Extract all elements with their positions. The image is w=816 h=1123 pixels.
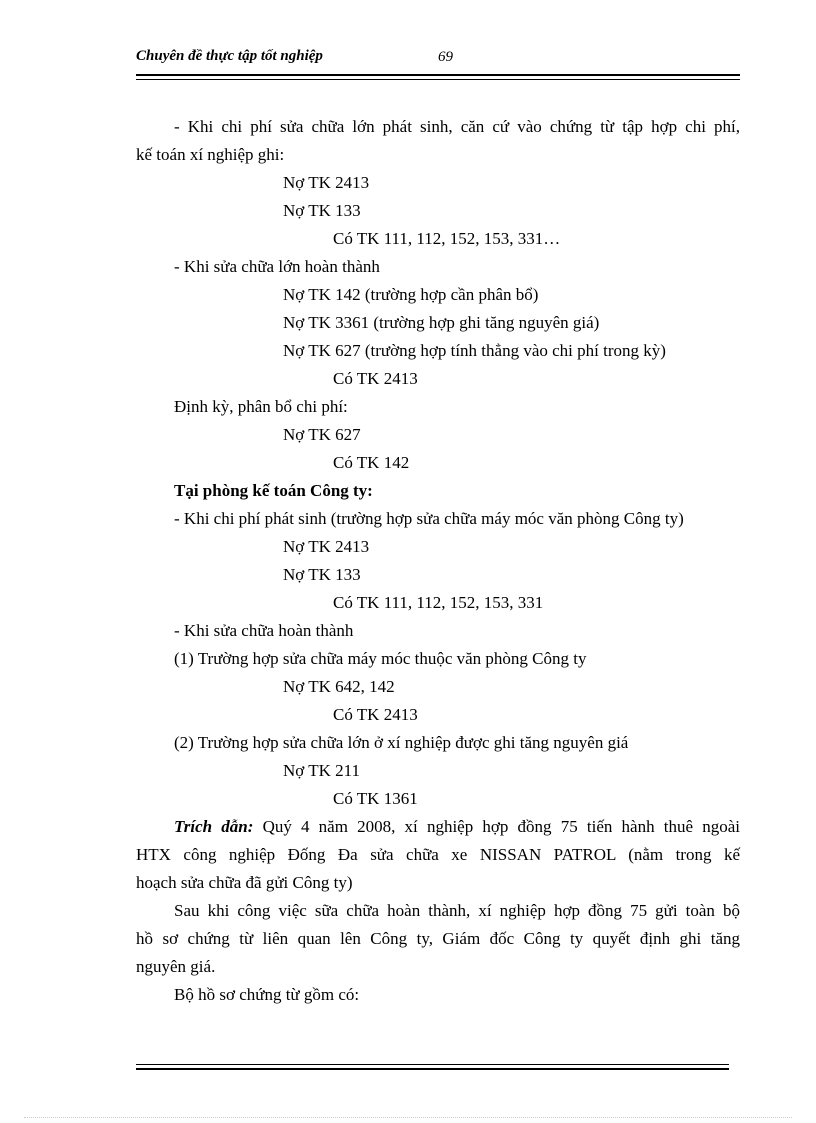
header-rule-thin (136, 79, 740, 80)
journal-entry-debit: Nợ TK 642, 142 (283, 677, 395, 696)
page-header (136, 48, 740, 72)
footer-rule-thick (136, 1068, 729, 1070)
journal-entry-debit: Nợ TK 133 (283, 201, 361, 220)
journal-entry-credit: Có TK 111, 112, 152, 153, 331… (333, 229, 561, 248)
citation-line (174, 817, 740, 837)
journal-entry-debit: Nợ TK 2413 (283, 173, 370, 192)
journal-entry-debit: Nợ TK 627 (283, 425, 361, 444)
header-title: Chuyên đề thực tập tốt nghiệp (136, 48, 323, 64)
paragraph-line: kế toán xí nghiệp ghi: (136, 145, 285, 164)
paragraph-line: (2) Trường hợp sửa chữa lớn ở xí nghiệp được ghi tăng nguyên giá (174, 733, 629, 752)
header-rule-thick (136, 74, 740, 76)
journal-entry-debit: Nợ TK 627 (trường hợp tính thẳng vào chi phí trong kỳ) (283, 341, 666, 360)
journal-entry-debit: Nợ TK 142 (trường hợp cần phân bổ) (283, 285, 539, 304)
paragraph-line: - Khi sửa chữa lớn hoàn thành (174, 257, 380, 276)
paragraph-line: - Khi chi phí sửa chữa lớn phát sinh, căn cứ vào chứng từ tập hợp chi phí, (174, 117, 740, 136)
journal-entry-credit: Có TK 2413 (333, 705, 418, 724)
footer-rule-thin (136, 1064, 729, 1065)
journal-entry-credit: Có TK 111, 112, 152, 153, 331 (333, 593, 544, 612)
journal-entry-credit: Có TK 1361 (333, 789, 418, 808)
paragraph-line: (1) Trường hợp sửa chữa máy móc thuộc văn phòng Công ty (174, 649, 587, 668)
page-number: 69 (438, 49, 453, 65)
paragraph-line: Bộ hồ sơ chứng từ gồm có: (174, 985, 360, 1004)
paragraph-line: Sau khi công việc sữa chữa hoàn thành, xí nghiệp hợp đồng 75 gửi toàn bộ (174, 901, 740, 920)
journal-entry-credit: Có TK 142 (333, 453, 410, 472)
page-edge-dotted-line (24, 1117, 792, 1118)
paragraph-line: nguyên giá. (136, 957, 216, 976)
paragraph-line: Định kỳ, phân bổ chi phí: (174, 397, 348, 416)
journal-entry-debit: Nợ TK 211 (283, 761, 360, 780)
citation-label: Trích dẫn: (174, 817, 254, 836)
paragraph-line: - Khi sửa chữa hoàn thành (174, 621, 354, 640)
journal-entry-credit: Có TK 2413 (333, 369, 418, 388)
paragraph-line: hoạch sửa chữa đã gửi Công ty) (136, 873, 353, 892)
journal-entry-debit: Nợ TK 3361 (trường hợp ghi tăng nguyên giá) (283, 313, 600, 332)
section-heading: Tại phòng kế toán Công ty: (174, 481, 373, 500)
paragraph-line: HTX công nghiệp Đống Đa sửa chữa xe NISSAN PATROL (nằm trong kế (136, 845, 740, 864)
paragraph-line: hồ sơ chứng từ liên quan lên Công ty, Giám đốc Công ty quyết định ghi tăng (136, 929, 740, 948)
journal-entry-debit: Nợ TK 133 (283, 565, 361, 584)
citation-text: Quý 4 năm 2008, xí nghiệp hợp đồng 75 tiến hành thuê ngoài (253, 817, 740, 836)
paragraph-line: - Khi chi phí phát sinh (trường hợp sửa chữa máy móc văn phòng Công ty) (174, 509, 684, 528)
journal-entry-debit: Nợ TK 2413 (283, 537, 370, 556)
